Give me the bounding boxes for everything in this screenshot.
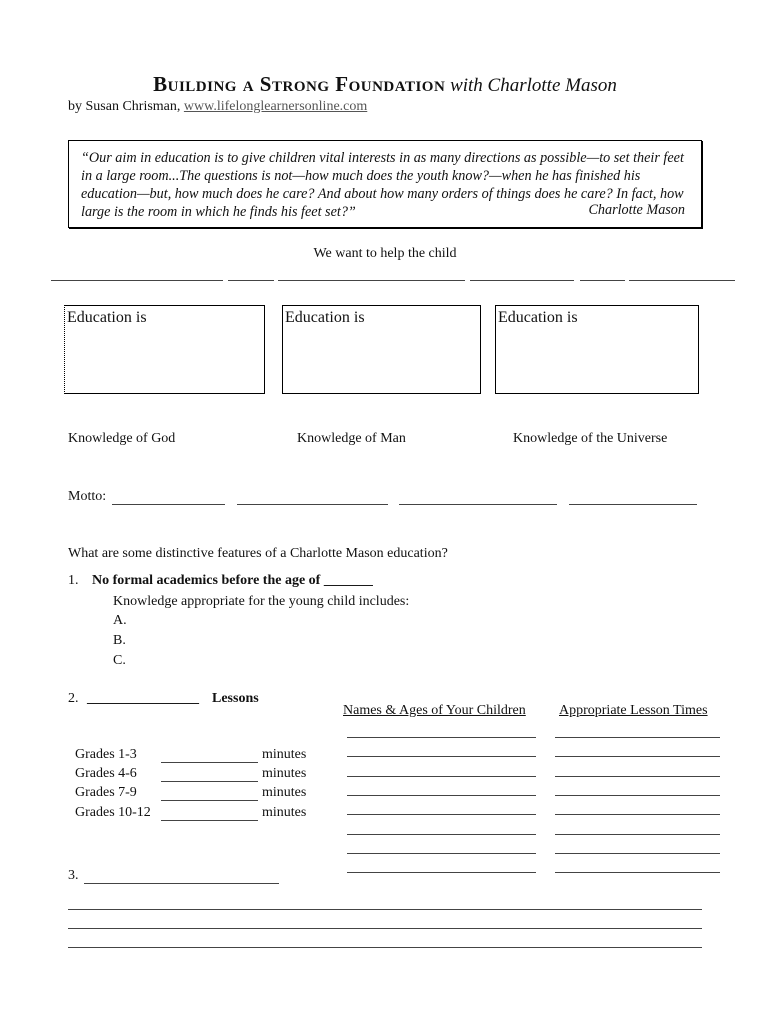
lesson-time-line[interactable] [555,795,720,796]
item1-letter-b: B. [113,633,126,648]
notes-line[interactable] [68,928,702,929]
education-box-label: Education is [67,309,147,326]
motto-label: Motto: [68,489,107,504]
grade-minutes-blank[interactable] [161,762,258,763]
title-main: Building a Strong Foundation [153,72,446,96]
item1-letter-c: C. [113,653,126,668]
grade-row-label: Grades 10-12 [75,805,151,820]
lesson-times-column-header: Appropriate Lesson Times [559,703,708,718]
lesson-time-line[interactable] [555,737,720,738]
motto-blank-3[interactable] [399,504,557,505]
knowledge-god: Knowledge of God [68,431,176,446]
child-line[interactable] [347,776,536,777]
item1-letter-a: A. [113,613,127,628]
grade-row-unit: minutes [262,785,307,800]
motto-blank-1[interactable] [112,504,225,505]
byline-url[interactable]: www.lifelonglearnersonline.com [183,99,368,114]
education-box-2[interactable] [282,305,481,394]
help-blank-6[interactable] [629,280,735,281]
item2-number: 2. [68,691,79,706]
help-blank-3[interactable] [278,280,465,281]
lesson-time-line[interactable] [555,814,720,815]
child-line[interactable] [347,872,536,873]
grade-row-label: Grades 1-3 [75,747,137,762]
item1-label: No formal academics before the age of _______ [92,573,373,588]
knowledge-man: Knowledge of Man [297,431,406,446]
child-line[interactable] [347,814,536,815]
page-title [0,72,770,97]
title-sub: with Charlotte Mason [450,75,617,96]
grade-minutes-blank[interactable] [161,820,258,821]
grade-minutes-blank[interactable] [161,800,258,801]
child-line[interactable] [347,834,536,835]
lesson-time-line[interactable] [555,853,720,854]
motto-blank-2[interactable] [237,504,388,505]
item3-blank[interactable] [84,883,279,884]
grade-row-label: Grades 7-9 [75,785,137,800]
features-question: What are some distinctive features of a Charlotte Mason education? [68,546,448,561]
help-child-heading: We want to help the child [313,246,457,261]
grade-row-unit: minutes [262,766,307,781]
grade-minutes-blank[interactable] [161,781,258,782]
child-line[interactable] [347,795,536,796]
lesson-time-line[interactable] [555,756,720,757]
notes-line[interactable] [68,909,702,910]
children-column-header: Names & Ages of Your Children [343,703,526,718]
help-blank-5[interactable] [580,280,625,281]
lesson-time-line[interactable] [555,776,720,777]
byline [68,99,367,115]
lesson-time-line[interactable] [555,834,720,835]
education-box-3[interactable] [495,305,699,394]
child-line[interactable] [347,756,536,757]
help-blank-1[interactable] [51,280,223,281]
child-line[interactable] [347,737,536,738]
quote-box [68,140,702,228]
grade-row-unit: minutes [262,805,307,820]
motto-blank-4[interactable] [569,504,697,505]
education-box-1[interactable] [64,305,265,394]
education-box-label: Education is [285,309,365,326]
grade-row-label: Grades 4-6 [75,766,137,781]
item1-number: 1. [68,573,79,588]
byline-author: by Susan Chrisman, [68,99,184,114]
help-blank-2[interactable] [228,280,274,281]
item1-sub: Knowledge appropriate for the young child includes: [113,594,410,609]
child-line[interactable] [347,853,536,854]
item2-blank[interactable]: ________________ [87,691,199,706]
education-box-label: Education is [498,309,578,326]
lesson-time-line[interactable] [555,872,720,873]
item3-number: 3. [68,868,79,883]
grade-row-unit: minutes [262,747,307,762]
quote-author: Charlotte Mason [588,202,685,218]
quote-text: “Our aim in education is to give children vital interests in as many directions as possible—to set their feet in a large room...The questions is not—how much does the youth know?—when he has finished his education—but, how much does he care? And about how many orders of things does he care? In fact, how large is the room in which he finds his feet set?” [81,150,684,220]
knowledge-universe: Knowledge of the Universe [513,431,668,446]
help-blank-4[interactable] [470,280,574,281]
item2-label: Lessons [212,691,259,706]
notes-line[interactable] [68,947,702,948]
